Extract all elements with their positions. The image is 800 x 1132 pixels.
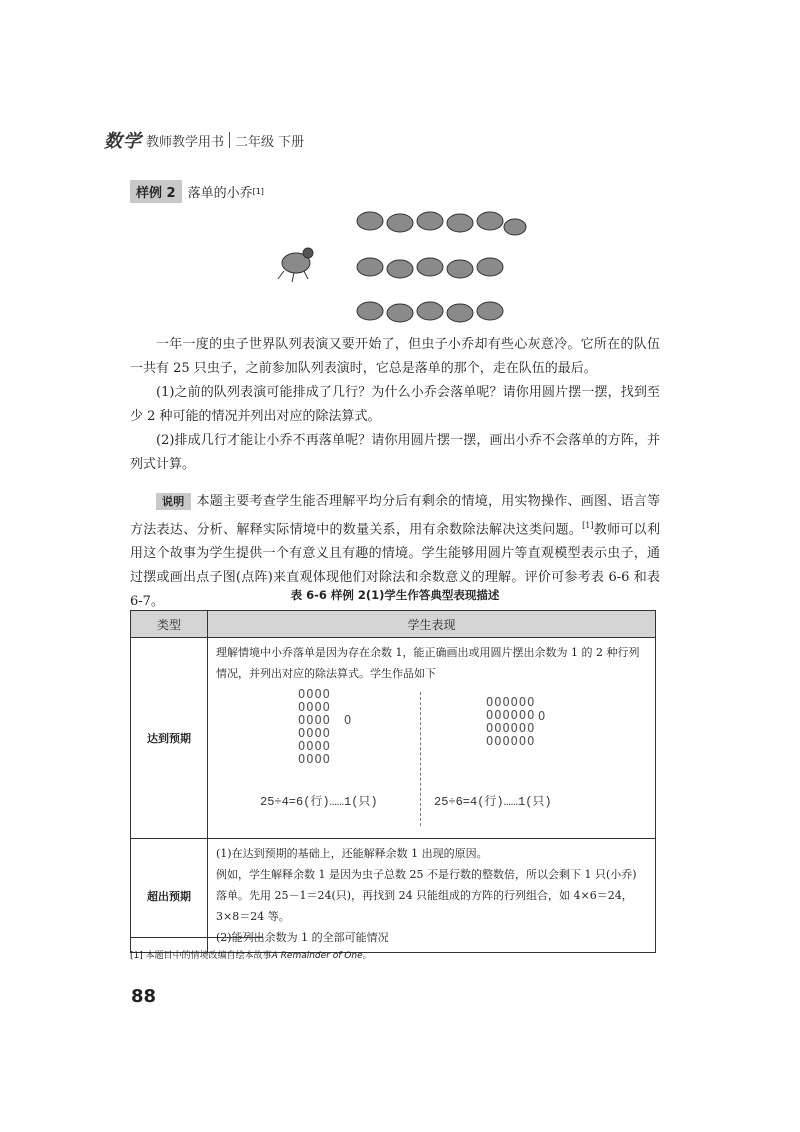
divider	[420, 692, 421, 826]
equation-1: 25÷4=6(行)……1(只)	[260, 795, 378, 809]
example-tag: 样例 2	[130, 180, 182, 203]
question-1: (1)之前的队列表演可能排成了几行？为什么小乔会落单呢？请你用圆片摆一摆，找到至少 2 种可能的情况并列出对应的除法算式。	[130, 385, 660, 424]
header-type: 类型	[131, 611, 208, 638]
bug-group-icon	[357, 212, 526, 322]
table-row	[131, 638, 656, 839]
student-work-2	[426, 684, 656, 834]
header-divider	[229, 132, 230, 148]
grade-label: 二年级 下册	[235, 134, 305, 150]
remainder-dot: O	[538, 709, 547, 723]
row-description	[208, 638, 656, 839]
student-works	[216, 684, 647, 834]
row-type: 达到预期	[131, 638, 208, 839]
dot-array-2: OOOOOO OOOOOO OOOOOO OOOOOO	[486, 695, 536, 748]
equation-2: 25÷6=4(行)……1(只)	[434, 795, 552, 809]
brand-logo: 数学	[104, 131, 142, 152]
performance-table	[130, 610, 656, 953]
story-paragraph: 一年一度的虫子世界队列表演又要开始了，但虫子小乔却有些心灰意冷。它所在的队伍一共有 25 只虫子，之前参加队列表演时，它总是落单的那个，走在队伍的最后。	[130, 337, 660, 376]
table-caption: 表 6-6 样例 2(1)学生作答典型表现描述	[290, 588, 500, 602]
row-type: 超出预期	[131, 839, 208, 953]
row-description	[208, 839, 656, 953]
footnote-book-title: A Remainder of One	[271, 951, 363, 961]
row-line: 例如，学生解释余数 1 是因为虫子总数 25 不是行数的整数倍，所以会剩下 1 只(小乔)落单。先用 25－1＝24(只)，再找到 24 只能组成的方阵的行列组合，如 4×6＝24，3×8＝24 等。	[216, 868, 637, 923]
question-2: (2)排成几行才能让小乔不再落单呢？请你用圆片摆一摆，画出小乔不会落单的方阵，并列式计算。	[130, 433, 660, 472]
table-header-row	[131, 611, 656, 638]
page-number: 88	[131, 986, 157, 1007]
footnote-text: 本题目中的情境改编自绘本故事	[145, 951, 272, 961]
footnote-ref: [1]	[582, 521, 594, 530]
footnote-divider	[130, 937, 263, 938]
row-text: 理解情境中小乔落单是因为存在余数 1，能正确画出或用圆片摆出余数为 1 的 2 种行列情况，并列出对应的除法算式。学生作品如下	[216, 646, 640, 680]
dot-array-1: OOOO OOOO OOOO OOOO OOOO OOOO	[298, 687, 331, 766]
footnote: [1] 本题目中的情境改编自绘本故事A Remainder of One。	[130, 951, 372, 961]
example-heading	[130, 180, 264, 203]
row-line: (2)能列出余数为 1 的全部可能情况	[216, 931, 389, 944]
student-work-1	[216, 684, 416, 834]
row-line: (1)在达到预期的基础上，还能解释余数 1 出现的原因。	[216, 847, 488, 860]
note-tag: 说明	[156, 493, 191, 510]
book-title: 教师教学用书	[146, 134, 225, 150]
header-performance: 学生表现	[208, 611, 656, 638]
remainder-dot: O	[344, 713, 353, 727]
page-header	[104, 128, 304, 152]
table-row	[131, 839, 656, 953]
footnote-mark: [1]	[130, 951, 143, 961]
example-title: 落单的小乔	[187, 186, 253, 201]
explanation-tail: 教师可以利用这个故事为学生提供一个有意义且有趣的情境。学生能够用圆片等直观模型表示虫子，通过摆或画出点子图(点阵)来直观体现他们对除法和余数意义的理解。评价可参考表 6-6 和表 6-7。	[130, 522, 660, 610]
lonely-bug-icon	[278, 248, 313, 282]
explanation-text: 本题主要考查学生能否理解平均分后有剩余的情境，用实物操作、画图、语言等方法表达、分析、解释实际情境中的数量关系，用有余数除法解决这类问题。	[130, 494, 660, 538]
bug-parade-illustration	[270, 205, 530, 333]
footnote-ref: [1]	[252, 187, 264, 196]
